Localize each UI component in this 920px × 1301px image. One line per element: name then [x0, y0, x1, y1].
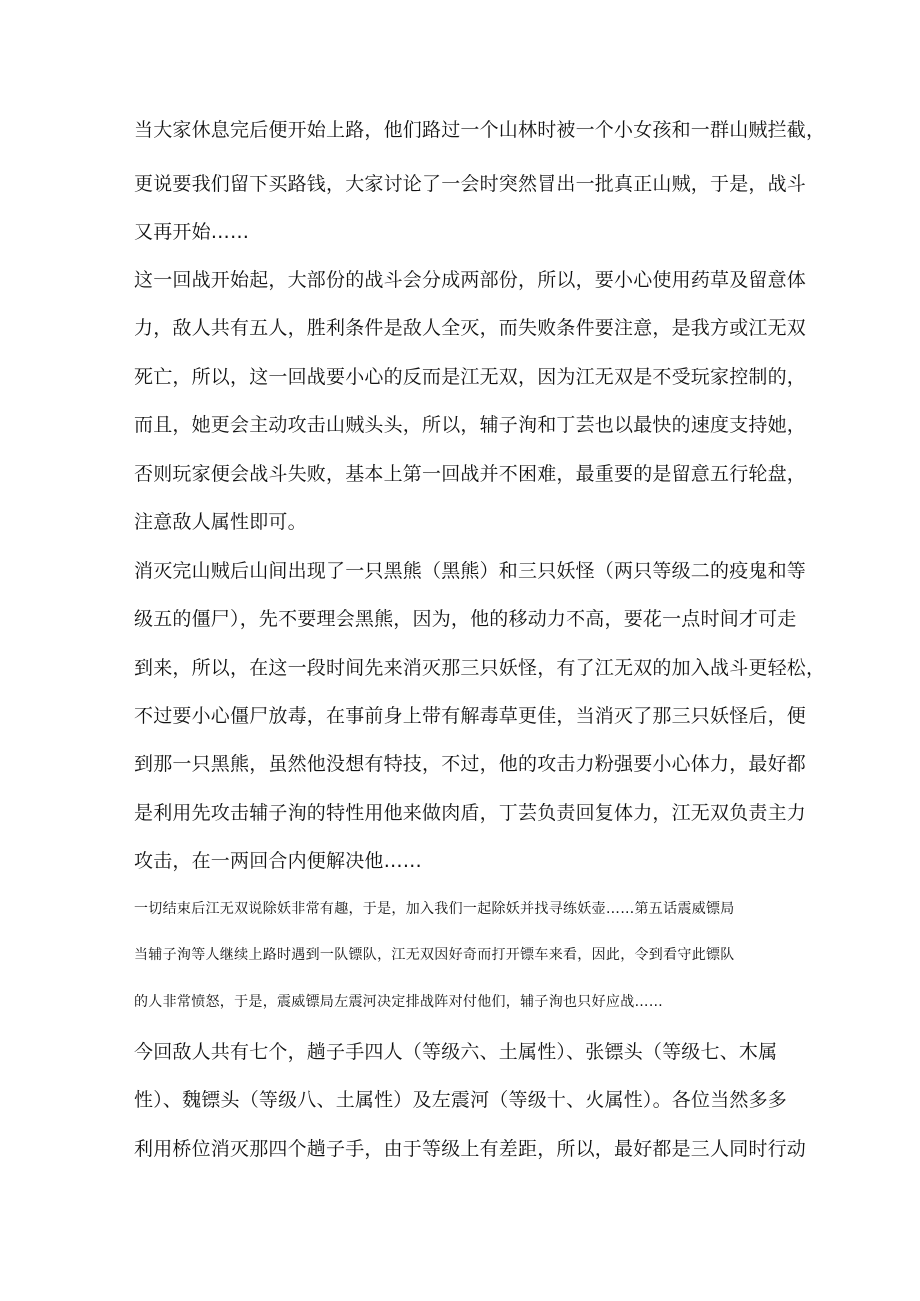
paragraph-line: 这一回战开始起，大部份的战斗会分成两部份，所以，要小心使用药草及留意体 — [134, 269, 807, 291]
paragraph-line: 攻击，在一两回合内便解决他…… — [134, 850, 423, 872]
paragraph-line: 消灭完山贼后山间出现了一只黑熊（黑熊）和三只妖怪（两只等级二的疫鬼和等 — [134, 560, 807, 582]
paragraph-line: 否则玩家便会战斗失败，基本上第一回战并不困难，最重要的是留意五行轮盘， — [134, 463, 807, 485]
paragraph-line: 而且，她更会主动攻击山贼头头，所以，辅子洵和丁芸也以最快的速度支持她， — [134, 414, 807, 436]
paragraph-line: 又再开始…… — [134, 221, 250, 243]
paragraph-line: 性）、魏镖头（等级八、土属性）及左震河（等级十、火属性）。各位当然多多 — [134, 1089, 788, 1111]
paragraph-line: 到那一只黑熊，虽然他没想有特技，不过，他的攻击力粉强要小心体力，最好都 — [134, 753, 807, 775]
paragraph-line: 力，敌人共有五人，胜利条件是敌人全灭，而失败条件要注意，是我方或江无双 — [134, 317, 807, 339]
paragraph-line: 死亡，所以，这一回战要小心的反而是江无双，因为江无双是不受玩家控制的， — [134, 366, 807, 388]
paragraph-line: 今回敌人共有七个，趟子手四人（等级六、土属性）、张镖头（等级七、木属 — [134, 1041, 778, 1063]
paragraph-line-small: 的人非常愤怒，于是，震威镖局左震河决定排战阵对付他们，辅子洵也只好应战…… — [134, 994, 664, 1010]
paragraph-line: 不过要小心僵尸放毒，在事前身上带有解毒草更佳，当消灭了那三只妖怪后，便 — [134, 705, 807, 727]
paragraph-line: 注意敌人属性即可。 — [134, 511, 307, 533]
paragraph-line: 更说要我们留下买路钱，大家讨论了一会时突然冒出一批真正山贼，于是，战斗 — [134, 173, 807, 195]
paragraph-line-small: 当辅子洵等人继续上路时遇到一队镖队，江无双因好奇而打开镖车来看，因此，令到看守此镖队 — [134, 947, 735, 963]
paragraph-line: 利用桥位消灭那四个趟子手，由于等级上有差距，所以，最好都是三人同时行动 — [134, 1138, 807, 1160]
paragraph-line: 是利用先攻击辅子洵的特性用他来做肉盾，丁芸负责回复体力，江无双负责主力 — [134, 802, 807, 824]
paragraph-line: 到来，所以，在这一段时间先来消灭那三只妖怪，有了江无双的加入战斗更轻松， — [134, 657, 826, 679]
paragraph-line: 级五的僵尸），先不要理会黑熊，因为，他的移动力不高，要花一点时间才可走 — [134, 608, 797, 630]
paragraph-line: 当大家休息完后便开始上路，他们路过一个山林时被一个小女孩和一群山贼拦截， — [134, 119, 826, 141]
paragraph-line-small: 一切结束后江无双说除妖非常有趣，于是，加入我们一起除妖并找寻练妖壶……第五话震威镖局 — [134, 901, 735, 917]
